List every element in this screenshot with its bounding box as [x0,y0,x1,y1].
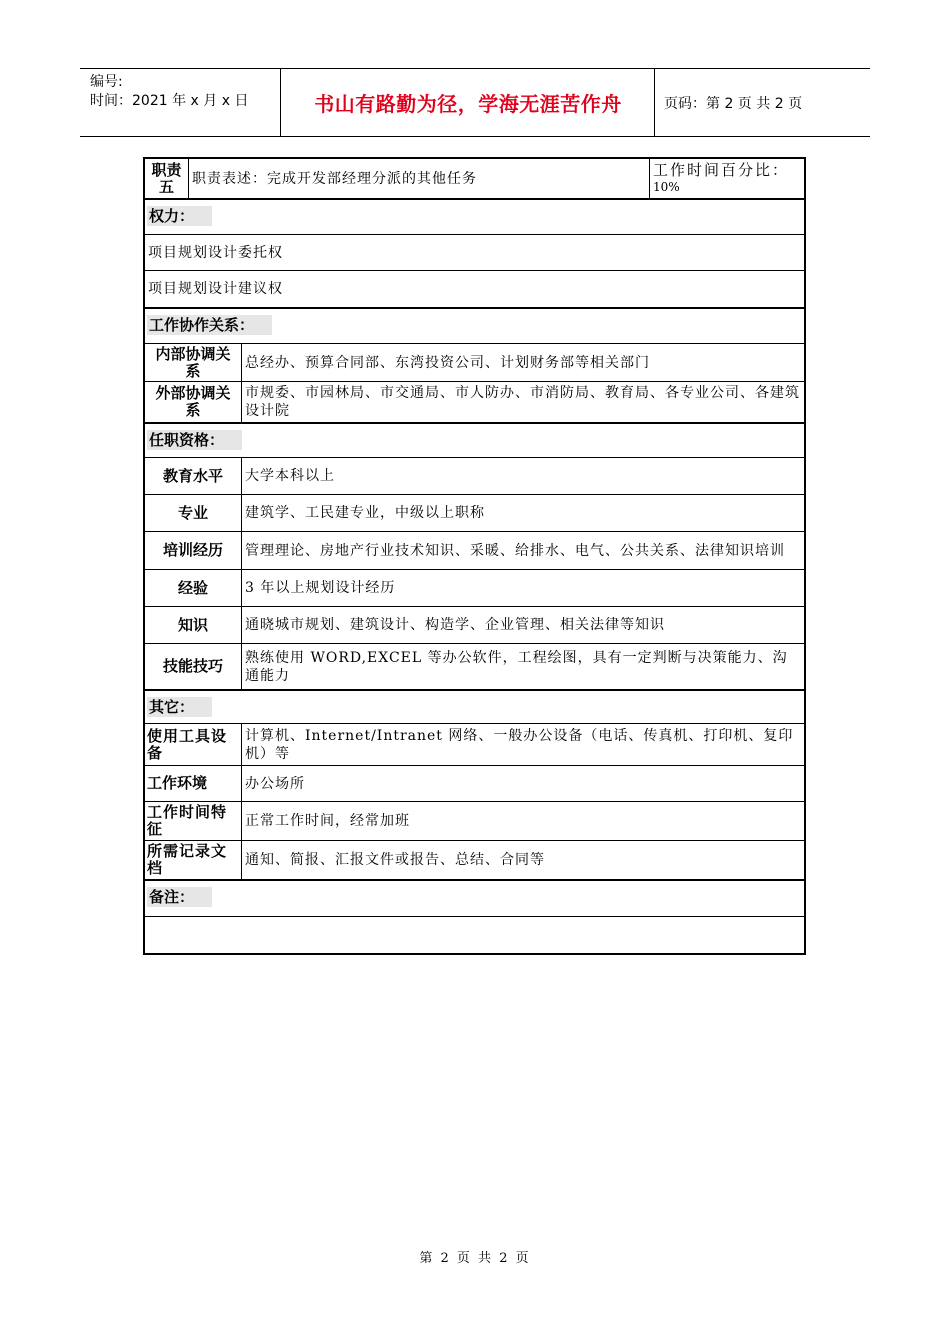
qualification-label: 技能技巧 [145,644,242,689]
others-value: 办公场所 [245,775,305,792]
powers-title: 权力： [147,206,212,226]
qualification-value: 3 年以上规划设计经历 [245,580,396,596]
serial-number-label: 编号: [90,74,123,90]
cooperation-value: 总经办、预算合同部、东湾投资公司、计划财务部等相关部门 [245,354,650,371]
power-item: 项目规划设计建议权 [148,281,283,297]
qualification-label: 知识 [145,607,242,643]
header-page-info: 页码：第 2 页 共 2 页 [664,95,803,112]
others-value: 通知、简报、汇报文件或报告、总结、合同等 [245,852,545,868]
others-row [145,802,804,841]
others-row [145,841,804,881]
cooperation-label: 外部协调关系 [145,382,242,422]
qualification-label: 培训经历 [145,532,242,569]
cooperation-label: 内部协调关系 [145,344,242,381]
qualification-row [145,570,804,607]
duty-description: 职责表述：完成开发部经理分派的其他任务 [189,159,650,198]
header-divider [654,69,655,136]
others-label: 工作环境 [145,766,242,801]
power-item-row [145,271,804,309]
cooperation-row [145,344,804,382]
qualifications-section-header [145,424,804,458]
others-label: 所需记录文档 [145,841,242,879]
qualification-label: 教育水平 [145,458,242,494]
cooperation-row [145,382,804,424]
cooperation-value: 市规委、市园林局、市交通局、市人防办、市消防局、教育局、各专业公司、各建筑设计院 [245,385,800,419]
cooperation-title: 工作协作关系： [147,315,272,335]
date-label: 时间：2021 年 x 月 x 日 [90,93,249,109]
header-meta [90,73,280,111]
duty-row [145,159,804,200]
qualification-row [145,495,804,532]
cooperation-section-header [145,309,804,344]
duty-time-percent [650,159,804,198]
qualification-label: 经验 [145,570,242,606]
qualification-value: 管理理论、房地产行业技术知识、采暖、给排水、电气、公共关系、法律知识培训 [245,542,785,559]
others-label: 使用工具设备 [145,724,242,765]
qualification-row [145,532,804,570]
time-percent-label: 工作时间百分比： [653,161,790,179]
qualification-value: 通晓城市规划、建筑设计、构造学、企业管理、相关法律等知识 [245,617,665,633]
others-row [145,766,804,802]
notes-content-row [145,917,804,953]
power-item-row [145,235,804,271]
notes-section-header [145,881,804,917]
powers-section-header [145,200,804,235]
qualification-value: 大学本科以上 [245,468,335,484]
page-footer: 第 2 页 共 2 页 [419,1251,531,1266]
header-divider [280,69,281,136]
time-percent-value: 10% [653,180,680,194]
others-label: 工作时间特征 [145,802,242,840]
qualification-value: 建筑学、工民建专业，中级以上职称 [245,505,485,521]
others-row [145,724,804,766]
qualification-row [145,644,804,691]
others-title: 其它： [147,697,212,717]
others-value: 正常工作时间，经常加班 [245,813,410,829]
others-section-header [145,691,804,724]
job-description-table [143,157,806,955]
qualification-row [145,458,804,495]
duty-label: 职责五 [145,159,189,198]
notes-title: 备注： [147,887,212,907]
others-value: 计算机、Internet/Intranet 网络、一般办公设备（电话、传真机、打印机、复印机）等 [245,727,794,762]
qualifications-title: 任职资格： [147,430,242,450]
power-item: 项目规划设计委托权 [148,244,283,261]
qualification-row [145,607,804,644]
page-header [80,68,870,137]
header-motto: 书山有路勤为径，学海无涯苦作舟 [314,92,622,116]
notes-content [145,917,804,953]
qualification-label: 专业 [145,495,242,531]
qualification-value: 熟练使用 WORD,EXCEL 等办公软件，工程绘图，具有一定判断与决策能力、沟通能力 [245,649,788,684]
